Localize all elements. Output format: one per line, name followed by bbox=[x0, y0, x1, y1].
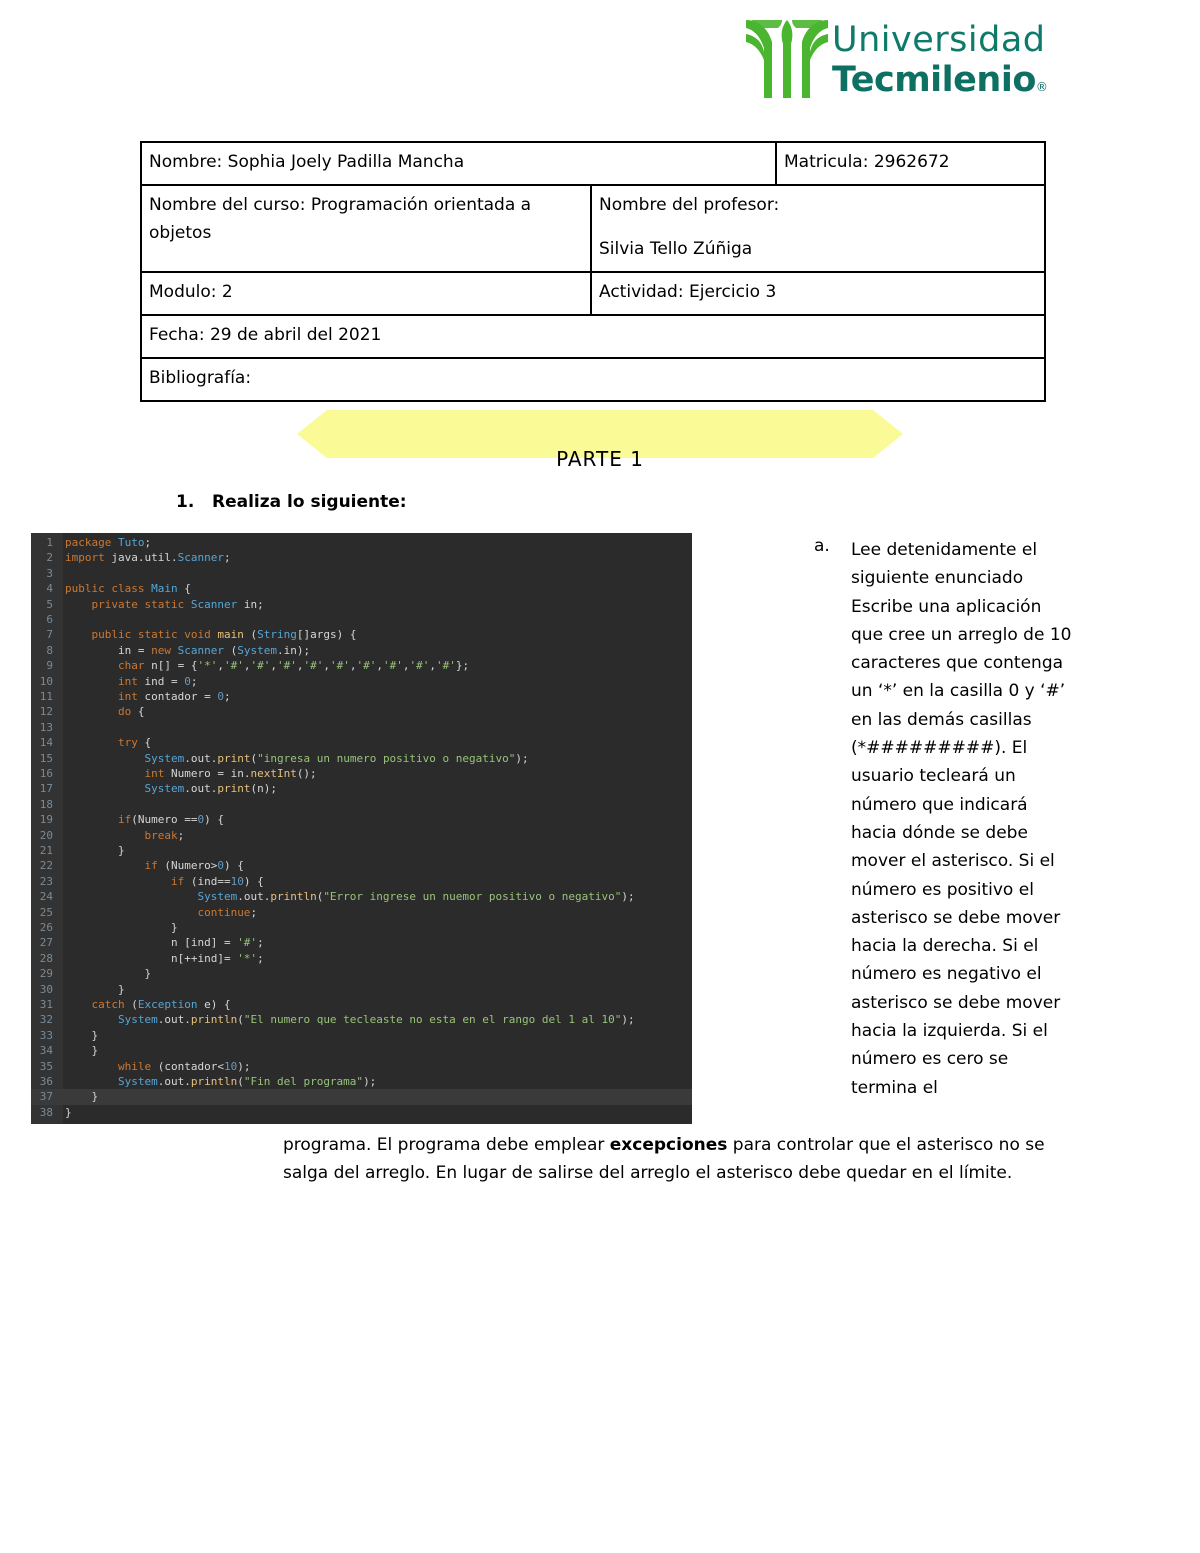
code-line bbox=[31, 997, 692, 1012]
code-line bbox=[31, 658, 692, 673]
item-letter: a. bbox=[814, 536, 830, 556]
code-line bbox=[31, 982, 692, 997]
code-line-text: } bbox=[65, 844, 125, 857]
code-line-text: } bbox=[65, 1044, 99, 1058]
module: Modulo: 2 bbox=[149, 282, 233, 302]
code-line bbox=[31, 643, 692, 658]
professor-name: Silvia Tello Zúñiga bbox=[599, 239, 753, 259]
code-line-text: int Numero = in.nextInt(); bbox=[144, 767, 317, 780]
question-text: Realiza lo siguiente: bbox=[212, 492, 407, 512]
code-line-text: } bbox=[65, 1028, 99, 1042]
code-line-text: if (ind==10) { bbox=[170, 874, 264, 888]
code-line bbox=[31, 858, 692, 873]
code-line-number: 20 bbox=[39, 828, 53, 842]
code-line bbox=[31, 966, 692, 981]
logo-text-universidad: Universidad bbox=[832, 20, 1046, 60]
code-line-number: 26 bbox=[39, 921, 53, 934]
student-name: Nombre: Sophia Joely Padilla Mancha bbox=[149, 152, 465, 172]
code-line bbox=[31, 627, 692, 642]
code-line-number: 27 bbox=[39, 936, 53, 950]
code-line-number: 14 bbox=[39, 736, 53, 750]
code-line bbox=[31, 1043, 692, 1058]
code-line bbox=[31, 951, 692, 966]
code-line-text: try { bbox=[117, 736, 152, 750]
code-line-number: 17 bbox=[39, 782, 53, 796]
section-title: PARTE 1 bbox=[556, 447, 644, 471]
code-line-text: import java.util.Scanner; bbox=[65, 551, 231, 565]
code-line-text: if(Numero ==0) { bbox=[117, 813, 224, 827]
professor-label: Nombre del profesor: bbox=[599, 195, 780, 215]
code-line-number: 12 bbox=[39, 705, 53, 719]
code-line bbox=[31, 581, 692, 596]
code-line-number: 13 bbox=[39, 720, 53, 734]
code-line-text: public class Main { bbox=[65, 582, 191, 596]
code-line-number: 35 bbox=[39, 1059, 53, 1073]
code-line-number: 18 bbox=[39, 797, 53, 811]
code-line-number: 7 bbox=[46, 628, 53, 642]
student-info-table bbox=[140, 141, 1046, 402]
logo-text-tecmilenio: Tecmilenio® bbox=[832, 60, 1048, 100]
code-line-number: 38 bbox=[39, 1105, 53, 1119]
code-line bbox=[31, 550, 692, 565]
code-line-text: int ind = 0; bbox=[117, 674, 198, 688]
code-line-text: do { bbox=[117, 705, 145, 719]
code-line-number: 6 bbox=[46, 613, 53, 626]
code-line-text: } bbox=[65, 1090, 99, 1104]
code-line-text: in = new Scanner (System.in); bbox=[65, 643, 311, 657]
code-line-number: 10 bbox=[39, 674, 53, 688]
code-line-text: System.out.print(n); bbox=[144, 782, 277, 796]
code-line-number: 5 bbox=[46, 597, 53, 611]
code-line bbox=[31, 1028, 692, 1043]
code-line bbox=[31, 874, 692, 889]
code-line-text: catch (Exception e) { bbox=[91, 998, 231, 1011]
code-line-text: while (contador<10); bbox=[117, 1059, 251, 1073]
code-line-number: 28 bbox=[39, 951, 53, 965]
code-line bbox=[31, 843, 692, 858]
code-line-number: 9 bbox=[46, 659, 53, 673]
code-line bbox=[31, 812, 692, 827]
code-line-number: 37 bbox=[39, 1090, 53, 1104]
code-line bbox=[31, 597, 692, 612]
code-line bbox=[31, 720, 692, 735]
code-line-number: 19 bbox=[39, 813, 53, 827]
code-line bbox=[31, 704, 692, 719]
code-line bbox=[31, 735, 692, 750]
item-description: Lee detenidamente el siguiente enunciado Escribe una aplicación que cree un arreglo de 10 caracteres que contenga un ‘*’ en la casilla 0 y ‘#’ en las demás casillas (*#########). El usuario tecleará un número que indicará hacia dónde se debe mover el asterisco. Si el número es positivo el asterisco se debe mover hacia la derecha. Si el número es negativo el asterisco se debe mover hacia la izquierda. Si el número es cero se termina el bbox=[851, 540, 1072, 1098]
code-line bbox=[31, 566, 692, 581]
activity: Actividad: Ejercicio 3 bbox=[599, 282, 777, 302]
code-line-text: System.out.println("El numero que tecleaste no esta en el rango del 1 al 10"); bbox=[117, 1013, 635, 1027]
code-line-text: char n[] = {'*','#','#','#','#','#','#','#','#','#'}; bbox=[117, 659, 470, 673]
code-line-text: if (Numero>0) { bbox=[144, 859, 244, 873]
code-line bbox=[31, 1105, 692, 1120]
code-screenshot bbox=[31, 533, 692, 1124]
code-line-number: 22 bbox=[39, 859, 53, 873]
code-line bbox=[31, 689, 692, 704]
code-line-text: n[++ind]= '*'; bbox=[65, 951, 264, 965]
course-name: Nombre del curso: Programación orientada a objetos bbox=[149, 195, 532, 243]
code-line-text: break; bbox=[144, 828, 185, 842]
code-line-number: 21 bbox=[39, 844, 53, 857]
item-description-continuation: programa. El programa debe emplear excepciones para controlar que el asterisco no se salga del arreglo. En lugar de salirse del arreglo el asterisco debe quedar en el límite. bbox=[283, 1135, 1045, 1184]
code-line-number: 2 bbox=[46, 551, 53, 565]
code-line-text: private static Scanner in; bbox=[91, 597, 264, 611]
date: Fecha: 29 de abril del 2021 bbox=[149, 325, 382, 345]
code-line bbox=[31, 781, 692, 796]
code-line-number: 23 bbox=[39, 874, 53, 888]
code-line-text: System.out.print("ingresa un numero positivo o negativo"); bbox=[144, 751, 529, 765]
code-line-text: n [ind] = '#'; bbox=[65, 936, 264, 950]
code-line-number: 15 bbox=[39, 751, 53, 765]
code-line-text: } bbox=[65, 967, 152, 981]
code-line-number: 33 bbox=[39, 1028, 53, 1042]
code-line-number: 34 bbox=[39, 1044, 53, 1058]
code-line-number: 16 bbox=[39, 767, 53, 780]
code-line-text: } bbox=[65, 921, 178, 934]
code-line bbox=[31, 751, 692, 766]
code-line bbox=[31, 828, 692, 843]
code-line-number: 31 bbox=[39, 998, 53, 1011]
university-logo bbox=[742, 14, 832, 104]
code-line bbox=[31, 1012, 692, 1027]
code-line-number: 29 bbox=[39, 967, 53, 981]
bibliography: Bibliografía: bbox=[149, 368, 252, 388]
code-line bbox=[31, 889, 692, 904]
code-line-text: } bbox=[65, 982, 125, 996]
code-line-text: package Tuto; bbox=[65, 536, 152, 549]
code-line-number: 4 bbox=[46, 582, 53, 596]
code-line-number: 1 bbox=[46, 536, 53, 549]
code-line-number: 3 bbox=[46, 566, 53, 580]
code-line bbox=[31, 766, 692, 781]
code-line-text: continue; bbox=[197, 905, 258, 919]
exceptions-keyword: excepciones bbox=[609, 1135, 728, 1155]
code-line bbox=[31, 935, 692, 950]
code-line bbox=[31, 1074, 692, 1089]
code-line-text: System.out.println("Fin del programa"); bbox=[117, 1075, 377, 1088]
code-line-number: 24 bbox=[39, 890, 53, 904]
code-line-text: public static void main (String[]args) { bbox=[91, 628, 357, 642]
code-line bbox=[31, 1059, 692, 1074]
code-line-number: 11 bbox=[39, 690, 53, 703]
code-line bbox=[31, 920, 692, 935]
code-line bbox=[31, 535, 692, 550]
question-number: 1. bbox=[176, 492, 195, 512]
code-line-text: int contador = 0; bbox=[117, 690, 231, 703]
code-line-number: 8 bbox=[46, 643, 53, 657]
code-line bbox=[31, 674, 692, 689]
code-line-text: System.out.println("Error ingrese un nuemor positivo o negativo"); bbox=[197, 890, 635, 904]
code-line-number: 25 bbox=[39, 905, 53, 919]
code-line bbox=[31, 612, 692, 627]
code-line-number: 32 bbox=[39, 1013, 53, 1027]
code-line-text: } bbox=[65, 1105, 72, 1119]
code-line bbox=[31, 1089, 692, 1104]
student-id: Matricula: 2962672 bbox=[784, 152, 950, 172]
code-line bbox=[31, 905, 692, 920]
code-line bbox=[31, 797, 692, 812]
code-line-number: 36 bbox=[39, 1075, 53, 1088]
code-line-number: 30 bbox=[39, 982, 53, 996]
